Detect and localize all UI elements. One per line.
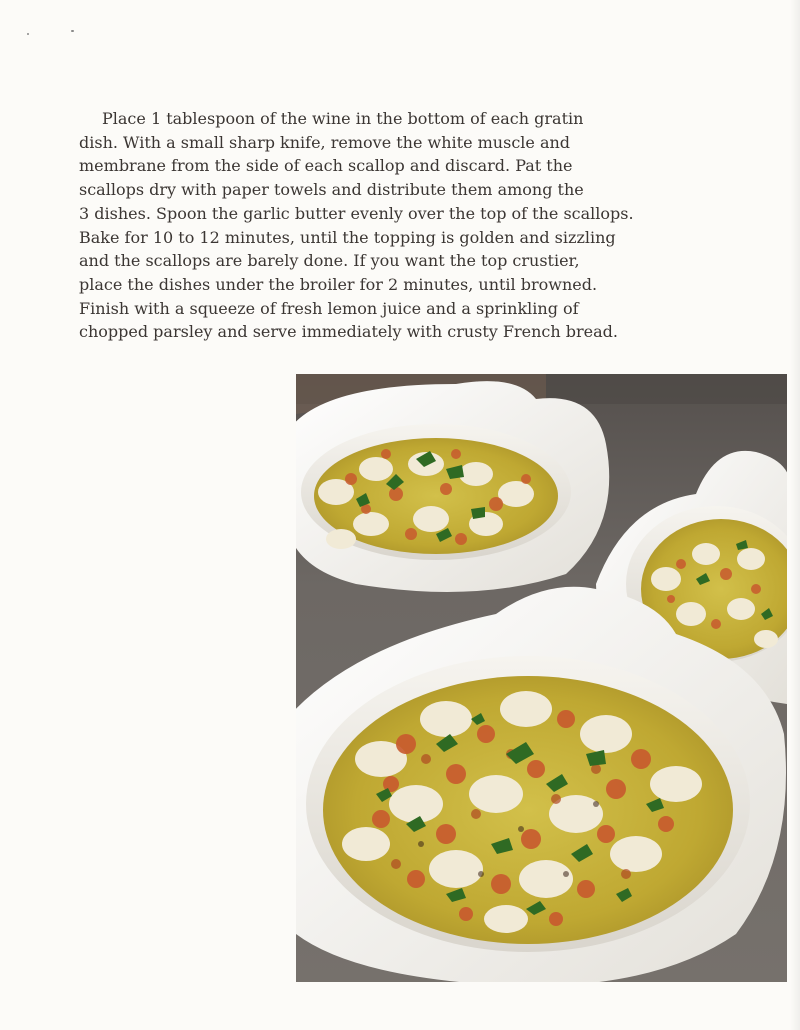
instruction-line: Finish with a squeeze of fresh lemon juice and a sprinkling of (79, 298, 579, 318)
recipe-instructions (79, 107, 634, 344)
paper-speck (71, 30, 74, 32)
instruction-line: place the dishes under the broiler for 2 minutes, until browned. (79, 274, 598, 294)
instruction-line: Place 1 tablespoon of the wine in the bottom of each gratin (102, 109, 584, 128)
instruction-line: dish. With a small sharp knife, remove the white muscle and (79, 132, 571, 152)
instruction-line: 3 dishes. Spoon the garlic butter evenly over the top of the scallops. (79, 203, 634, 223)
instruction-line: membrane from the side of each scallop and discard. Pat the (79, 156, 573, 176)
instruction-line: Bake for 10 to 12 minutes, until the topping is golden and sizzling (79, 227, 616, 247)
instruction-line: chopped parsley and serve immediately with crusty French bread. (79, 322, 619, 342)
page-edge-shadow (790, 0, 800, 1030)
paper-speck (27, 33, 29, 35)
back-left-gratin-dish (296, 381, 609, 592)
scallop-gratin-photo (296, 374, 787, 982)
instruction-line: scallops dry with paper towels and distribute them among the (79, 180, 584, 200)
instruction-line: and the scallops are barely done. If you want the top crustier, (79, 251, 580, 271)
